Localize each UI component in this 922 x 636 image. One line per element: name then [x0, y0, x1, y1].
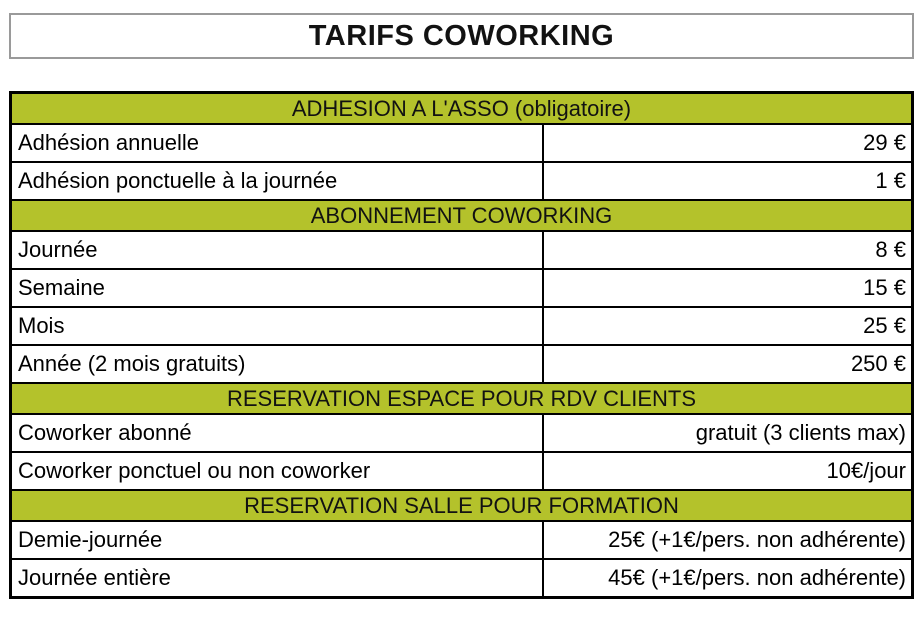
pricing-table: [9, 91, 914, 599]
section-header-adhesion: ADHESION A L'ASSO (obligatoire): [11, 93, 913, 125]
row-label: Coworker abonné: [11, 414, 543, 452]
row-value: gratuit (3 clients max): [543, 414, 913, 452]
section-header-row: [11, 383, 913, 414]
section-header-reservation-espace: RESERVATION ESPACE POUR RDV CLIENTS: [11, 383, 913, 414]
table-row: [11, 452, 913, 490]
row-label: Adhésion ponctuelle à la journée: [11, 162, 543, 200]
row-label: Coworker ponctuel ou non coworker: [11, 452, 543, 490]
section-header-row: [11, 93, 913, 125]
section-header-abonnement: ABONNEMENT COWORKING: [11, 200, 913, 231]
row-value: 25€ (+1€/pers. non adhérente): [543, 521, 913, 559]
table-row: [11, 162, 913, 200]
row-value: 15 €: [543, 269, 913, 307]
row-label: Demie-journée: [11, 521, 543, 559]
table-row: [11, 124, 913, 162]
row-label: Journée entière: [11, 559, 543, 598]
row-value: 250 €: [543, 345, 913, 383]
table-row: [11, 231, 913, 269]
row-value: 29 €: [543, 124, 913, 162]
row-value: 8 €: [543, 231, 913, 269]
row-label: Année (2 mois gratuits): [11, 345, 543, 383]
row-value: 25 €: [543, 307, 913, 345]
table-row: [11, 559, 913, 598]
row-label: Mois: [11, 307, 543, 345]
row-label: Journée: [11, 231, 543, 269]
page-title: TARIFS COWORKING: [308, 19, 615, 52]
row-label: Adhésion annuelle: [11, 124, 543, 162]
row-value: 1 €: [543, 162, 913, 200]
table-row: [11, 521, 913, 559]
table-row: [11, 345, 913, 383]
row-label: Semaine: [11, 269, 543, 307]
table-row: [11, 414, 913, 452]
section-header-row: [11, 490, 913, 521]
section-header-row: [11, 200, 913, 231]
table-row: [11, 307, 913, 345]
row-value: 10€/jour: [543, 452, 913, 490]
table-row: [11, 269, 913, 307]
row-value: 45€ (+1€/pers. non adhérente): [543, 559, 913, 598]
section-header-reservation-salle: RESERVATION SALLE POUR FORMATION: [11, 490, 913, 521]
title-box: [9, 13, 914, 59]
